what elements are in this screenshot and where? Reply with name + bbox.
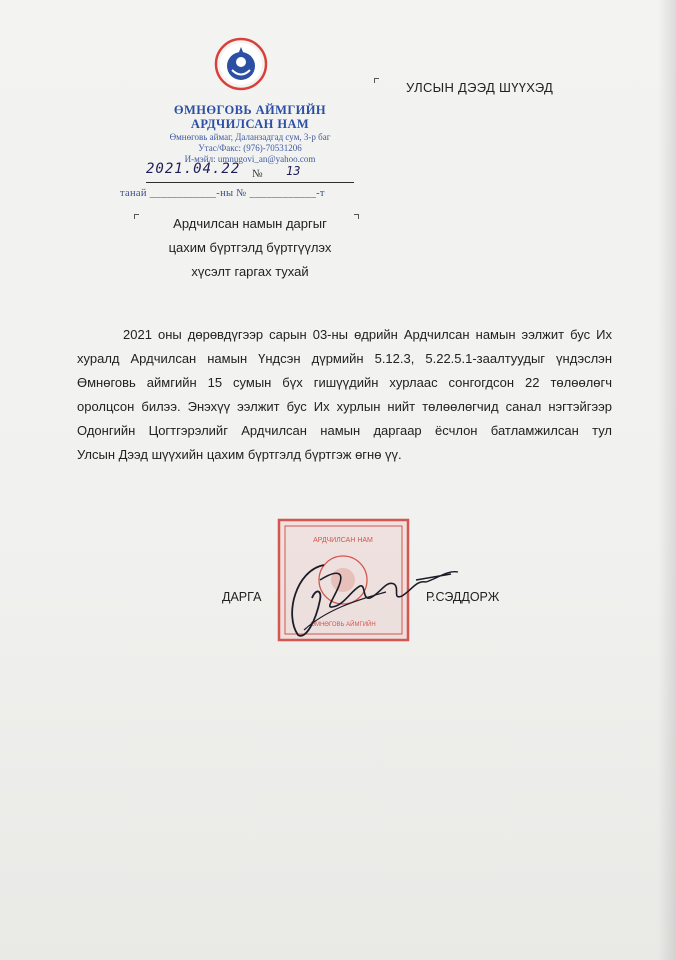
org-phone: Утас/Факс: (976)-70531206 bbox=[198, 143, 302, 153]
subject-line1: Ардчилсан намын даргыг bbox=[173, 216, 327, 231]
subject-line2: цахим бүртгэлд бүртгүүлэх bbox=[168, 240, 332, 255]
body-line: оролцсон билээ. Энэхүү ээлжит бус Их хурлын нийт төлөөлөгчид санал нэгтэйгээр bbox=[77, 399, 612, 414]
body-line: 2021 оны дөрөвдүгээр сарын 03-ны өдрийн Ардчилсан намын ээлжит бус Их bbox=[123, 327, 612, 342]
subject-line3: хүсэлт гаргах тухай bbox=[191, 264, 309, 279]
org-name-line2: АРДЧИЛСАН НАМ bbox=[190, 117, 310, 131]
org-name-line1: ӨМНӨГОВЬ АЙМГИЙН bbox=[173, 103, 327, 117]
body-line: Одонгийн Цогтгэрэлийг Ардчилсан намын даргаар ёсчлон батламжилсан тул bbox=[77, 423, 612, 438]
handwritten-date: 2021.04.22 bbox=[146, 161, 241, 177]
handwritten-number: 13 bbox=[286, 164, 301, 178]
number-label: № bbox=[252, 168, 263, 180]
org-address: Өмнөговь аймаг, Даланзадгад сум, 3-р баг bbox=[169, 132, 331, 142]
recipient-corner-mark bbox=[374, 78, 379, 83]
letter-body bbox=[77, 323, 612, 467]
body-line: Улсын Дээд шүүхийн цахим бүртгэлд бүртгэж өгнө үү. bbox=[77, 447, 402, 462]
body-line: Өмнөговь аймгийн 15 сумын бүх гишүүдийн хурлаас сонгогдсон 22 төлөөлөгч bbox=[77, 375, 612, 390]
org-email: И-мэйл: umnugovi_an@yahoo.com bbox=[184, 154, 316, 164]
signer-title: ДАРГА bbox=[222, 590, 262, 604]
party-logo-icon bbox=[214, 37, 268, 91]
page-edge-shadow bbox=[658, 0, 676, 960]
signer-name: Р.СЭДДОРЖ bbox=[426, 590, 500, 604]
body-line: хуралд Ардчилсан намын Үндсэн дүрмийн 5.12.3, 5.22.5.1-заалтуудыг үндэслэн bbox=[77, 351, 612, 366]
reference-line: танай ____________-ны № ____________-т bbox=[120, 188, 325, 199]
stamp-top-text: АРДЧИЛСАН НАМ bbox=[313, 537, 373, 544]
recipient: УЛСЫН ДЭЭД ШҮҮХЭД bbox=[406, 80, 554, 95]
stamp-bottom-text: ӨМНӨГОВЬ АЙМГИЙН bbox=[310, 622, 376, 628]
